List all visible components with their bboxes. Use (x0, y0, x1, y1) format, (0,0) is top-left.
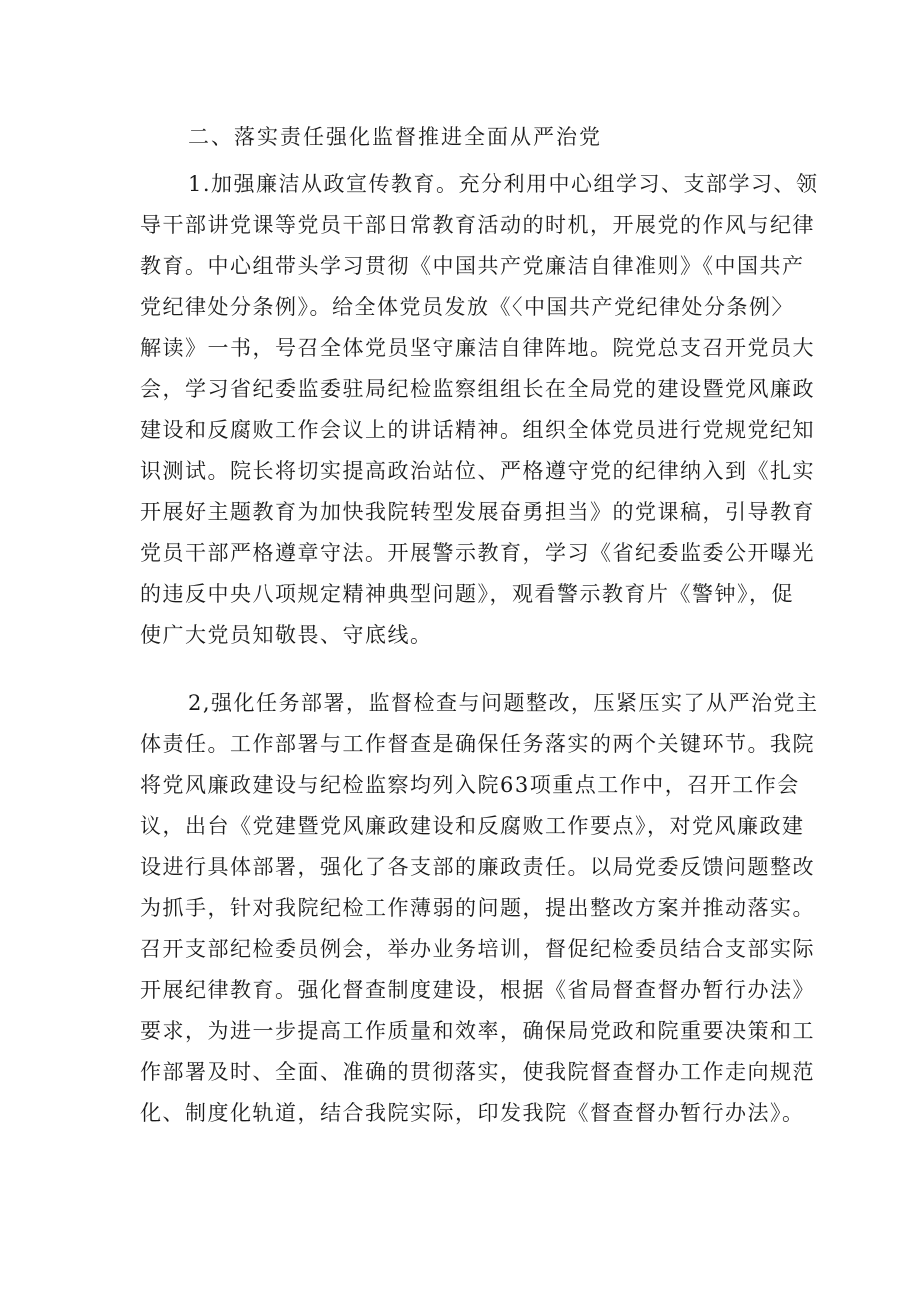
paragraph-1-line: 开展好主题教育为加快我院转型发展奋勇担当》的党课稿，引导教育 (140, 500, 815, 524)
paragraph-2-line: 作部署及时、全面、准确的贯彻落实，使我院督查督办工作走向规范 (140, 1060, 815, 1084)
paragraph-1-line: 解读》一书，号召全体党员坚守廉洁自律阵地。院党总支召开党员大 (140, 336, 815, 360)
paragraph-1-line: 建设和反腐败工作会议上的讲话精神。组织全体党员进行党规党纪知 (140, 418, 815, 442)
section-heading: 二、落实责任强化监督推进全面从严治党 (188, 125, 602, 149)
paragraph-2-line: 化、制度化轨道，结合我院实际，印发我院《督查督办暂行办法》。 (140, 1101, 805, 1125)
paragraph-1-line: 的违反中央八项规定精神典型问题》，观看警示教育片《警钟》，促 (140, 582, 794, 606)
paragraph-1-line: 导干部讲党课等党员干部日常教育活动的时机，开展党的作风与纪律 (140, 213, 815, 237)
paragraph-2-line: 2,强化任务部署，监督检查与问题整改，压紧压实了从严治党主 (188, 691, 819, 715)
paragraph-1-line: 党纪律处分条例》。给全体党员发放《〈中国共产党纪律处分条例〉 (140, 295, 794, 319)
paragraph-1-line: 使广大党员知敬畏、守底线。 (140, 623, 433, 647)
paragraph-2-line: 开展纪律教育。强化督查制度建设，根据《省局督查督办暂行办法》 (140, 978, 815, 1002)
paragraph-2-line: 设进行具体部署，强化了各支部的廉政责任。以局党委反馈问题整改 (140, 855, 815, 879)
paragraph-2-line: 将党风廉政建设与纪检监察均列入院63项重点工作中，召开工作会 (140, 773, 800, 797)
paragraph-1-line: 1.加强廉洁从政宣传教育。充分利用中心组学习、支部学习、领 (188, 172, 819, 196)
paragraph-2-line: 召开支部纪检委员例会，举办业务培训，督促纪检委员结合支部实际 (140, 937, 815, 961)
paragraph-2-line: 体责任。工作部署与工作督查是确保任务落实的两个关键环节。我院 (140, 732, 815, 756)
paragraph-1-line: 教育。中心组带头学习贯彻《中国共产党廉洁自律准则》《中国共产 (140, 254, 805, 278)
paragraph-1-line: 会，学习省纪委监委驻局纪检监察组组长在全局党的建设暨党风廉政 (140, 377, 815, 401)
paragraph-1-line: 识测试。院长将切实提高政治站位、严格遵守党的纪律纳入到《扎实 (140, 459, 815, 483)
paragraph-2-line: 议，出台《党建暨党风廉政建设和反腐败工作要点》，对党风廉政建 (140, 814, 805, 838)
paragraph-2-line: 要求，为进一步提高工作质量和效率，确保局党政和院重要决策和工 (140, 1019, 815, 1043)
paragraph-2-line: 为抓手，针对我院纪检工作薄弱的问题，提出整改方案并推动落实。 (140, 896, 815, 920)
paragraph-1-line: 党员干部严格遵章守法。开展警示教育，学习《省纪委监委公开曝光 (140, 541, 815, 565)
